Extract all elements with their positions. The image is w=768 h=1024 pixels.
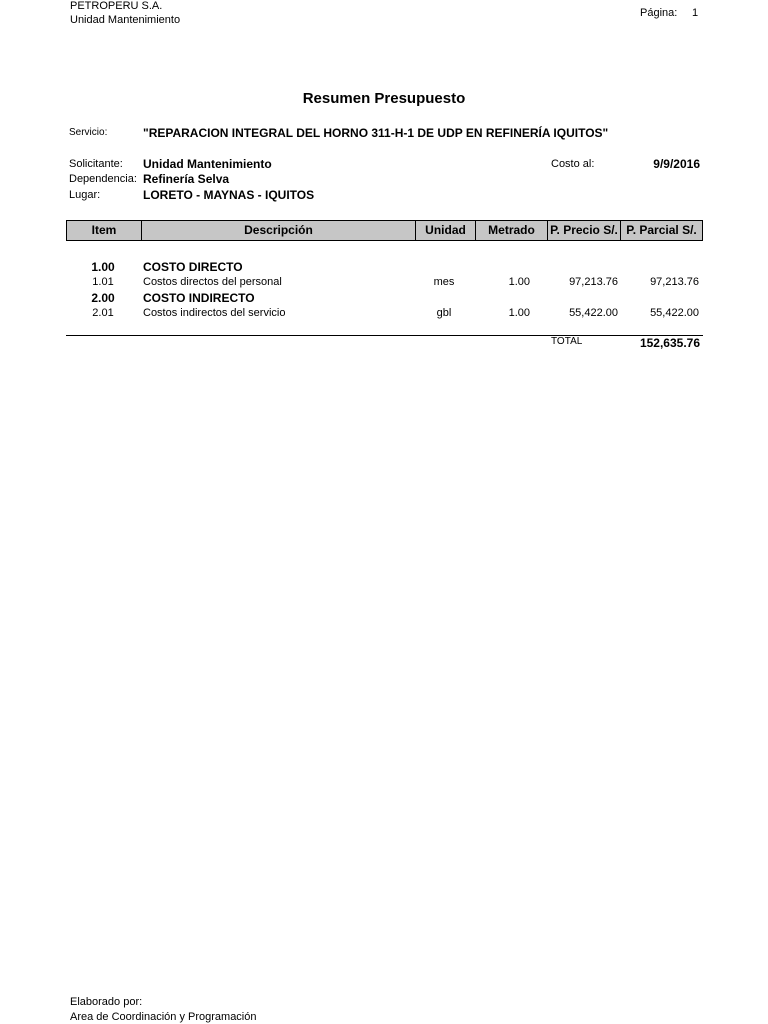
total-label: TOTAL xyxy=(551,336,583,347)
total-value: 152,635.76 xyxy=(639,336,700,350)
lugar-label: Lugar: xyxy=(69,189,101,201)
page-label: Página: xyxy=(640,7,678,19)
footer-prepared-by: Elaborado por: xyxy=(70,996,143,1008)
row-unit: mes xyxy=(433,276,455,288)
footer-area: Area de Coordinación y Programación xyxy=(70,1011,257,1023)
table-row xyxy=(66,307,703,322)
row-item: 1.01 xyxy=(92,276,114,288)
row-description: Costos directos del personal xyxy=(143,276,282,288)
table-header xyxy=(66,220,703,241)
row-item: 1.00 xyxy=(91,260,115,274)
row-description: COSTO INDIRECTO xyxy=(143,291,255,305)
row-description: COSTO DIRECTO xyxy=(143,260,243,274)
header-item: Item xyxy=(91,223,117,237)
table-row xyxy=(66,291,703,306)
servicio-label: Servicio: xyxy=(69,127,108,138)
table-row xyxy=(66,276,703,291)
row-precio: 97,213.76 xyxy=(569,276,618,288)
row-precio: 55,422.00 xyxy=(569,307,618,319)
table-row xyxy=(66,260,703,275)
dependencia-value: Refinería Selva xyxy=(143,172,230,186)
servicio-value: "REPARACION INTEGRAL DEL HORNO 311-H-1 DE UDP EN REFINERÍA IQUITOS" xyxy=(143,126,609,140)
company-name: PETROPERU S.A. xyxy=(70,0,163,12)
page-title: Resumen Presupuesto xyxy=(302,90,466,107)
header-unidad: Unidad xyxy=(415,221,475,240)
row-metrado: 1.00 xyxy=(508,276,530,288)
row-unit: gbl xyxy=(436,307,452,319)
lugar-value: LORETO - MAYNAS - IQUITOS xyxy=(143,188,315,202)
header-precio: P. Precio S/. xyxy=(547,221,620,240)
header-parcial: P. Parcial S/. xyxy=(620,221,702,240)
row-parcial: 97,213.76 xyxy=(650,276,699,288)
row-metrado: 1.00 xyxy=(508,307,530,319)
header-metrado: Metrado xyxy=(475,221,547,240)
header-descripcion: Descripción xyxy=(141,221,415,240)
solicitante-label: Solicitante: xyxy=(69,158,123,170)
row-description: Costos indirectos del servicio xyxy=(143,307,286,319)
row-item: 2.01 xyxy=(92,307,114,319)
company-unit: Unidad Mantenimiento xyxy=(70,14,181,26)
page-number: 1 xyxy=(692,7,699,19)
costo-label: Costo al: xyxy=(551,158,595,170)
solicitante-value: Unidad Mantenimiento xyxy=(143,157,272,171)
row-item: 2.00 xyxy=(91,291,115,305)
row-parcial: 55,422.00 xyxy=(650,307,699,319)
dependencia-label: Dependencia: xyxy=(69,173,137,185)
costo-date: 9/9/2016 xyxy=(653,157,700,171)
